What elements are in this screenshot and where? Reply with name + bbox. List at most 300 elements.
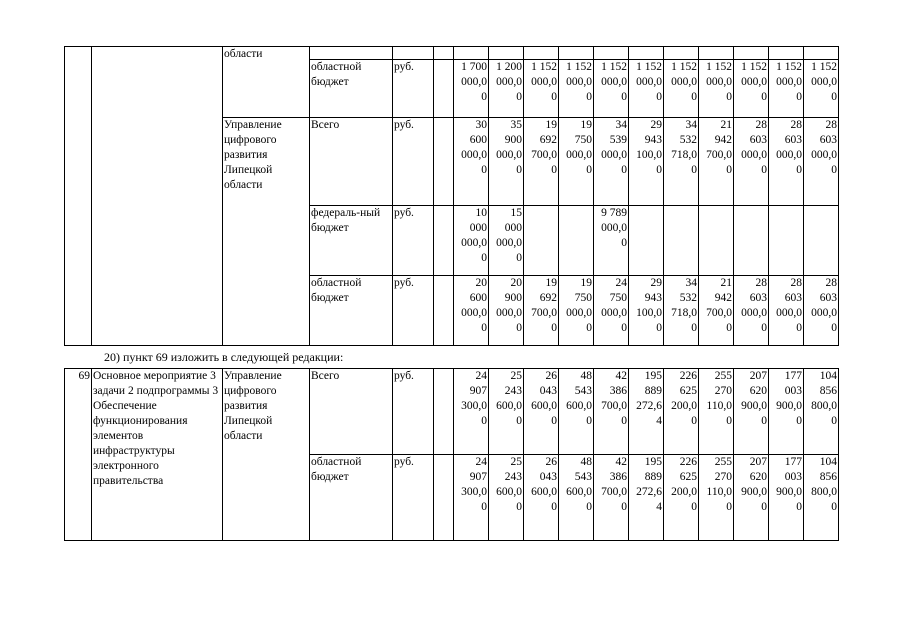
value-line: 003 (784, 385, 802, 397)
value-cell (559, 369, 594, 455)
value-line: 0 (726, 415, 732, 427)
value-line: 0 (586, 322, 592, 334)
value-line: 0 (691, 164, 697, 176)
value-cell (734, 206, 769, 276)
value-line: 943 (644, 134, 662, 146)
value-cell (489, 118, 524, 206)
value-line: 28 (790, 119, 802, 131)
value-line: 195 (644, 370, 662, 382)
value-line: 603 (784, 134, 802, 146)
value-cell (524, 118, 559, 206)
value-cell (664, 455, 699, 541)
value-line: 48 (580, 456, 592, 468)
value-line: 600,0 (566, 486, 592, 498)
value-line: 0 (656, 322, 662, 334)
value-cell (804, 206, 839, 276)
table-row (65, 47, 839, 60)
value-line: 718,0 (671, 307, 697, 319)
value-line: 1 152 (741, 61, 767, 73)
value-cell (594, 47, 629, 60)
value-cell (454, 206, 489, 276)
value-cell (489, 276, 524, 346)
value-line: 200,0 (671, 400, 697, 412)
value-line: 0 (586, 415, 592, 427)
value-line: 000,0 (776, 76, 802, 88)
unit-cell: руб. (393, 455, 434, 541)
executor-cell: Управление цифрового развития Липецкой области (223, 118, 310, 346)
value-line: 043 (539, 471, 557, 483)
value-cell (524, 455, 559, 541)
value-line: 26 (545, 370, 557, 382)
value-cell (699, 118, 734, 206)
blank-cell (434, 206, 454, 276)
value-line: 0 (551, 322, 557, 334)
value-line: 300,0 (461, 400, 487, 412)
value-line: 29 (650, 277, 662, 289)
source-cell: областной бюджет (310, 455, 393, 541)
value-line: 0 (761, 91, 767, 103)
value-line: 207 (749, 370, 767, 382)
value-line: 0 (586, 91, 592, 103)
value-line: 000 (469, 222, 487, 234)
value-line: 0 (831, 91, 837, 103)
blank-cell (434, 369, 454, 455)
value-line: 0 (831, 164, 837, 176)
source-cell: областной бюджет (310, 276, 393, 346)
value-cell (594, 118, 629, 206)
value-line: 900,0 (741, 400, 767, 412)
value-line: 195 (644, 456, 662, 468)
value-cell (559, 60, 594, 118)
value-line: 620 (749, 471, 767, 483)
value-line: 0 (516, 252, 522, 264)
blank-cell (434, 118, 454, 206)
value-line: 0 (796, 415, 802, 427)
value-line: 000,0 (811, 307, 837, 319)
value-line: 000,0 (461, 149, 487, 161)
value-line: 003 (784, 471, 802, 483)
value-line: 000,0 (671, 76, 697, 88)
value-line: 000,0 (636, 76, 662, 88)
value-line: 0 (831, 322, 837, 334)
value-line: 700,0 (531, 307, 557, 319)
value-line: 270 (714, 385, 732, 397)
value-line: 21 (720, 119, 732, 131)
unit-cell (393, 47, 434, 60)
value-cell (734, 455, 769, 541)
blank-cell (434, 60, 454, 118)
value-cell (489, 369, 524, 455)
value-line: 30 (475, 119, 487, 131)
value-line: 603 (749, 292, 767, 304)
value-line: 0 (586, 164, 592, 176)
value-line: 19 (545, 119, 557, 131)
value-line: 1 152 (566, 61, 592, 73)
value-line: 0 (691, 501, 697, 513)
value-line: 000,0 (706, 76, 732, 88)
value-line: 0 (761, 415, 767, 427)
value-cell (699, 276, 734, 346)
value-cell (699, 455, 734, 541)
value-line: 0 (726, 91, 732, 103)
value-cell (804, 118, 839, 206)
value-line: 35 (510, 119, 522, 131)
value-line: 34 (685, 119, 697, 131)
value-line: 600,0 (531, 486, 557, 498)
value-line: 942 (714, 292, 732, 304)
value-line: 000,0 (461, 307, 487, 319)
value-line: 600 (469, 292, 487, 304)
value-line: 000,0 (741, 76, 767, 88)
value-line: 043 (539, 385, 557, 397)
value-line: 177 (784, 370, 802, 382)
value-line: 0 (551, 501, 557, 513)
value-line: 1 152 (776, 61, 802, 73)
value-line: 625 (679, 471, 697, 483)
value-cell (454, 455, 489, 541)
value-line: 0 (621, 91, 627, 103)
value-line: 19 (580, 277, 592, 289)
value-line: 000,0 (566, 149, 592, 161)
value-line: 532 (679, 292, 697, 304)
value-line: 692 (539, 134, 557, 146)
value-line: 110,0 (706, 400, 732, 412)
value-cell (769, 206, 804, 276)
value-line: 0 (481, 252, 487, 264)
value-line: 26 (545, 456, 557, 468)
value-line: 20 (510, 277, 522, 289)
value-line: 700,0 (706, 149, 732, 161)
value-cell (594, 206, 629, 276)
value-line: 000,0 (496, 149, 522, 161)
value-line: 0 (796, 322, 802, 334)
value-line: 0 (761, 501, 767, 513)
number-cell (65, 47, 92, 346)
value-line: 34 (615, 119, 627, 131)
table-row (65, 369, 839, 455)
value-line: 0 (726, 322, 732, 334)
value-line: 104 (819, 456, 837, 468)
value-line: 272,6 (636, 400, 662, 412)
value-line: 0 (586, 501, 592, 513)
value-cell (629, 276, 664, 346)
value-line: 0 (481, 415, 487, 427)
value-line: 000,0 (601, 222, 627, 234)
value-line: 0 (481, 164, 487, 176)
value-line: 1 152 (636, 61, 662, 73)
value-line: 29 (650, 119, 662, 131)
budget-table-continued (64, 46, 839, 346)
value-line: 000,0 (601, 76, 627, 88)
value-line: 907 (469, 385, 487, 397)
value-line: 000,0 (811, 76, 837, 88)
value-line: 0 (551, 91, 557, 103)
value-line: 900,0 (776, 486, 802, 498)
value-line: 4 (656, 415, 662, 427)
value-line: 600,0 (566, 400, 592, 412)
value-line: 539 (609, 134, 627, 146)
value-line: 0 (621, 501, 627, 513)
value-line: 28 (790, 277, 802, 289)
value-cell (454, 118, 489, 206)
value-line: 34 (685, 277, 697, 289)
value-line: 543 (574, 471, 592, 483)
value-line: 700,0 (531, 149, 557, 161)
value-line: 177 (784, 456, 802, 468)
value-cell (524, 60, 559, 118)
value-line: 000,0 (496, 307, 522, 319)
value-cell (559, 206, 594, 276)
value-line: 19 (545, 277, 557, 289)
value-line: 207 (749, 456, 767, 468)
value-line: 600 (469, 134, 487, 146)
value-line: 386 (609, 385, 627, 397)
value-line: 100,0 (636, 307, 662, 319)
number-cell: 69 (65, 369, 92, 541)
value-line: 856 (819, 385, 837, 397)
value-line: 25 (510, 370, 522, 382)
value-line: 19 (580, 119, 592, 131)
value-line: 000,0 (461, 76, 487, 88)
value-line: 0 (761, 322, 767, 334)
value-cell (524, 369, 559, 455)
source-cell: федераль-ный бюджет (310, 206, 393, 276)
value-line: 0 (656, 164, 662, 176)
value-line: 1 200 (496, 61, 522, 73)
value-line: 900 (504, 134, 522, 146)
value-line: 0 (551, 415, 557, 427)
value-cell (769, 118, 804, 206)
value-line: 907 (469, 471, 487, 483)
unit-cell: руб. (393, 60, 434, 118)
value-line: 0 (831, 501, 837, 513)
value-line: 750 (574, 292, 592, 304)
value-line: 603 (749, 134, 767, 146)
executor-cell: Управление цифрового развития Липецкой области (223, 369, 310, 541)
value-cell (524, 276, 559, 346)
value-cell (524, 47, 559, 60)
value-line: 856 (819, 471, 837, 483)
value-cell (804, 276, 839, 346)
value-line: 0 (516, 501, 522, 513)
value-line: 692 (539, 292, 557, 304)
value-line: 270 (714, 471, 732, 483)
value-line: 42 (615, 370, 627, 382)
value-line: 000,0 (601, 307, 627, 319)
executor-cell: области (223, 47, 310, 118)
value-cell (629, 455, 664, 541)
value-line: 0 (516, 164, 522, 176)
value-cell (454, 60, 489, 118)
value-line: 900,0 (741, 486, 767, 498)
value-line: 0 (796, 501, 802, 513)
value-cell (454, 369, 489, 455)
value-line: 1 152 (671, 61, 697, 73)
value-line: 255 (714, 370, 732, 382)
value-line: 0 (551, 164, 557, 176)
value-line: 603 (819, 134, 837, 146)
value-line: 000,0 (741, 149, 767, 161)
value-line: 272,6 (636, 486, 662, 498)
value-line: 620 (749, 385, 767, 397)
value-line: 9 789 (601, 207, 627, 219)
value-line: 700,0 (601, 400, 627, 412)
value-cell (699, 60, 734, 118)
value-line: 0 (831, 415, 837, 427)
value-line: 000,0 (566, 76, 592, 88)
value-cell (524, 206, 559, 276)
value-line: 1 152 (531, 61, 557, 73)
value-line: 000 (504, 222, 522, 234)
value-line: 0 (516, 91, 522, 103)
blank-cell (434, 455, 454, 541)
value-line: 0 (621, 164, 627, 176)
value-line: 532 (679, 134, 697, 146)
value-line: 226 (679, 370, 697, 382)
value-line: 943 (644, 292, 662, 304)
value-line: 42 (615, 456, 627, 468)
value-cell (594, 276, 629, 346)
value-line: 0 (481, 91, 487, 103)
value-cell (454, 47, 489, 60)
value-cell (804, 369, 839, 455)
value-line: 1 152 (601, 61, 627, 73)
value-cell (769, 369, 804, 455)
value-line: 300,0 (461, 486, 487, 498)
value-line: 28 (755, 119, 767, 131)
blank-cell (434, 47, 454, 60)
value-line: 0 (516, 415, 522, 427)
value-cell (664, 118, 699, 206)
blank-cell (434, 276, 454, 346)
value-cell (804, 47, 839, 60)
name-cell (92, 47, 223, 346)
value-cell (489, 455, 524, 541)
value-line: 200,0 (671, 486, 697, 498)
value-cell (629, 206, 664, 276)
value-cell (559, 47, 594, 60)
name-cell: Основное мероприятие 3 задачи 2 подпрограммы 3 Обеспечение функционирования элементов инфраструктуры электронного правительства (92, 369, 223, 541)
value-line: 0 (726, 164, 732, 176)
value-cell (629, 369, 664, 455)
value-cell (734, 276, 769, 346)
value-line: 0 (691, 322, 697, 334)
value-line: 543 (574, 385, 592, 397)
value-line: 900 (504, 292, 522, 304)
value-cell (699, 369, 734, 455)
value-line: 900,0 (776, 400, 802, 412)
value-line: 0 (726, 501, 732, 513)
value-line: 0 (796, 91, 802, 103)
value-line: 0 (691, 415, 697, 427)
value-cell (734, 47, 769, 60)
value-line: 000,0 (496, 237, 522, 249)
value-line: 000,0 (811, 149, 837, 161)
value-line: 600,0 (496, 400, 522, 412)
value-line: 603 (784, 292, 802, 304)
value-line: 750 (574, 134, 592, 146)
value-cell (594, 455, 629, 541)
unit-cell: руб. (393, 276, 434, 346)
value-cell (769, 276, 804, 346)
value-line: 0 (481, 322, 487, 334)
value-cell (594, 60, 629, 118)
value-cell (804, 60, 839, 118)
value-line: 243 (504, 471, 522, 483)
value-line: 0 (516, 322, 522, 334)
value-cell (454, 276, 489, 346)
value-line: 000,0 (566, 307, 592, 319)
value-line: 100,0 (636, 149, 662, 161)
source-cell: Всего (310, 118, 393, 206)
value-cell (629, 47, 664, 60)
value-line: 625 (679, 385, 697, 397)
value-cell (734, 369, 769, 455)
value-line: 000,0 (601, 149, 627, 161)
value-line: 718,0 (671, 149, 697, 161)
value-cell (769, 60, 804, 118)
value-line: 28 (755, 277, 767, 289)
source-cell: Всего (310, 369, 393, 455)
value-cell (664, 369, 699, 455)
budget-table-item-69 (64, 368, 839, 541)
value-line: 0 (621, 237, 627, 249)
value-line: 1 700 (461, 61, 487, 73)
value-line: 750 (609, 292, 627, 304)
value-line: 600,0 (496, 486, 522, 498)
value-line: 800,0 (811, 486, 837, 498)
value-line: 226 (679, 456, 697, 468)
value-line: 104 (819, 370, 837, 382)
value-cell (734, 60, 769, 118)
value-line: 1 152 (706, 61, 732, 73)
value-cell (664, 60, 699, 118)
value-cell (559, 455, 594, 541)
value-line: 255 (714, 456, 732, 468)
value-line: 21 (720, 277, 732, 289)
value-line: 1 152 (811, 61, 837, 73)
value-line: 4 (656, 501, 662, 513)
value-cell (769, 47, 804, 60)
value-cell (489, 206, 524, 276)
value-line: 600,0 (531, 400, 557, 412)
value-cell (699, 47, 734, 60)
value-line: 000,0 (461, 237, 487, 249)
value-line: 24 (475, 370, 487, 382)
value-line: 28 (825, 277, 837, 289)
value-line: 000,0 (531, 76, 557, 88)
value-line: 0 (656, 91, 662, 103)
value-cell (629, 118, 664, 206)
value-line: 10 (475, 207, 487, 219)
unit-cell: руб. (393, 369, 434, 455)
value-line: 0 (621, 415, 627, 427)
value-cell (559, 118, 594, 206)
value-line: 700,0 (706, 307, 732, 319)
value-line: 0 (481, 501, 487, 513)
value-cell (489, 60, 524, 118)
value-line: 942 (714, 134, 732, 146)
value-cell (594, 369, 629, 455)
value-cell (489, 47, 524, 60)
value-line: 48 (580, 370, 592, 382)
value-line: 603 (819, 292, 837, 304)
value-cell (699, 206, 734, 276)
value-cell (559, 276, 594, 346)
value-line: 0 (691, 91, 697, 103)
value-line: 24 (475, 456, 487, 468)
value-line: 700,0 (601, 486, 627, 498)
